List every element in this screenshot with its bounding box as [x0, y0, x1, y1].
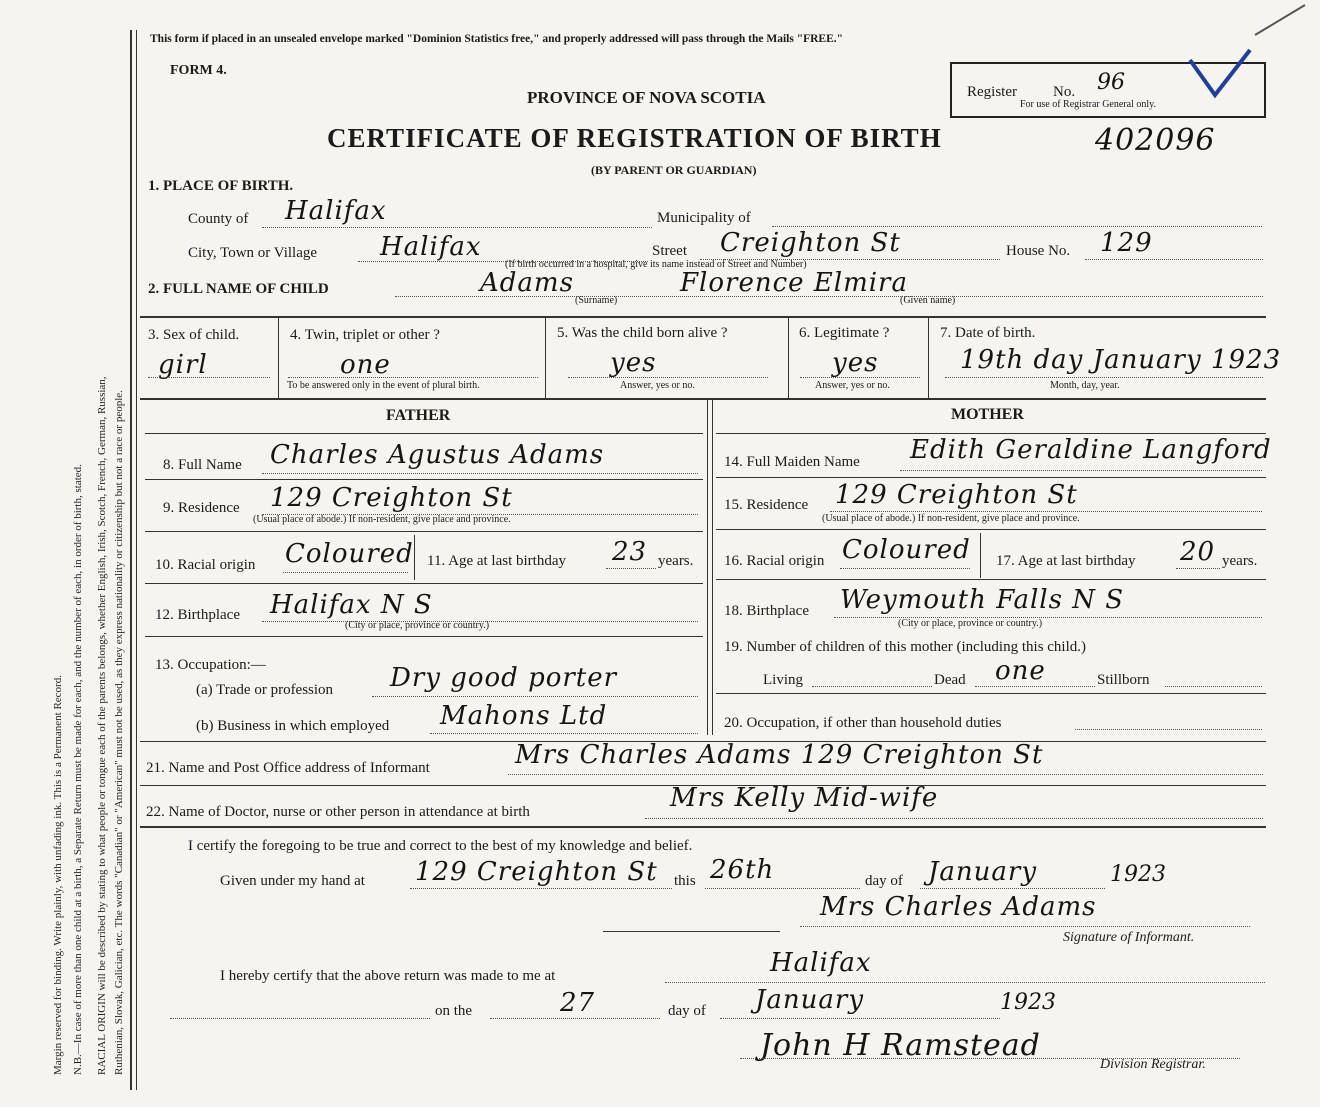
father-birthplace-value: Halifax N S — [270, 590, 433, 620]
father-residence-value: 129 Creighton St — [270, 483, 513, 513]
father-business-value: Mahons Ltd — [440, 701, 608, 731]
register-note: For use of Registrar General only. — [1020, 99, 1156, 110]
certify-statement: I certify the foregoing to be true and correct to the best of my knowledge and belief. — [188, 838, 693, 854]
place-heading: 1. PLACE OF BIRTH. — [148, 178, 294, 194]
registrar-month-value: January — [755, 985, 865, 1015]
hospital-note: (If birth occurred in a hospital, give its name instead of Street and Number) — [505, 259, 807, 270]
twin-label: 4. Twin, triplet or other ? — [290, 327, 440, 343]
binding-rule-inner — [136, 30, 137, 1090]
mother-living-label: Living — [763, 672, 803, 688]
city-value: Halifax — [380, 232, 482, 262]
street-label: Street — [652, 243, 687, 259]
margin-note-2: N.B.—In case of more than one child at a birth, a Separate Return must be made for each, and the number of each, in order of birth, stated. — [72, 464, 84, 1075]
mother-race-value: Coloured — [842, 535, 971, 565]
registrar-day-of-label: day of — [668, 1003, 706, 1019]
municipality-label: Municipality of — [657, 210, 751, 226]
mother-name-value: Edith Geraldine Langford — [910, 435, 1272, 465]
check-mark-icon — [1180, 0, 1310, 110]
child-surname-value: Adams — [480, 268, 574, 298]
mother-residence-label: 15. Residence — [724, 497, 809, 513]
certify-month-value: January — [928, 857, 1038, 887]
mother-age-label: 17. Age at last birthday — [996, 553, 1136, 569]
margin-note-1: Margin reserved for binding. Write plainly, with unfading ink. This is a Permanent Record. — [52, 675, 64, 1075]
register-no-value: 96 — [1097, 70, 1125, 95]
mother-birthplace-note: (City or place, province or country.) — [898, 618, 1043, 629]
father-age-unit: years. — [658, 553, 694, 569]
father-occupation-label: 13. Occupation:— — [155, 657, 266, 673]
father-trade-value: Dry good porter — [390, 663, 618, 693]
informant-signature: Mrs Charles Adams — [820, 892, 1097, 922]
mother-dead-value: one — [995, 656, 1046, 686]
registrar-day-value: 27 — [560, 988, 596, 1018]
registration-number: 402096 — [1095, 123, 1216, 158]
father-business-label: (b) Business in which employed — [196, 718, 390, 734]
mother-stillborn-label: Stillborn — [1097, 672, 1150, 688]
twin-note: To be answered only in the event of plural birth. — [287, 380, 480, 391]
margin-note-4: Ruthenian, Slovak, Galician, etc. The words "Canadian" or "American" must not be used, as they express nationality or citizenship but not a race or people. — [113, 390, 125, 1075]
certify-year-value: 1923 — [1110, 862, 1166, 887]
mother-birthplace-label: 18. Birthplace — [724, 603, 809, 619]
mother-occupation-label: 20. Occupation, if other than household duties — [724, 715, 1002, 731]
mail-note: This form if placed in an unsealed envelope marked "Dominion Statistics free," and properly addressed will pass through the Mails "FREE." — [150, 33, 844, 45]
given-under-label: Given under my hand at — [220, 873, 365, 889]
father-age-label: 11. Age at last birthday — [427, 553, 566, 569]
mother-name-label: 14. Full Maiden Name — [724, 454, 860, 470]
father-birthplace-note: (City or place, province or country.) — [345, 620, 490, 631]
registrar-signature: John H Ramstead — [760, 1028, 1041, 1063]
sex-label: 3. Sex of child. — [148, 327, 240, 343]
child-name-label: 2. FULL NAME OF CHILD — [148, 281, 329, 297]
province-heading: PROVINCE OF NOVA SCOTIA — [527, 88, 766, 107]
mother-race-label: 16. Racial origin — [724, 553, 825, 569]
informant-signature-label: Signature of Informant. — [1063, 930, 1195, 945]
father-name-label: 8. Full Name — [163, 457, 242, 473]
registrar-year-value: 1923 — [1000, 990, 1056, 1015]
legitimate-note: Answer, yes or no. — [815, 380, 890, 391]
dob-note: Month, day, year. — [1050, 380, 1120, 391]
house-label: House No. — [1006, 243, 1071, 259]
father-residence-note: (Usual place of abode.) If non-resident, give place and province. — [253, 514, 511, 525]
father-name-value: Charles Agustus Adams — [270, 440, 605, 470]
registrar-statement: I hereby certify that the above return was made to me at — [220, 968, 556, 984]
mother-residence-value: 129 Creighton St — [835, 480, 1078, 510]
surname-note: (Surname) — [575, 295, 618, 306]
twin-value: one — [340, 350, 391, 380]
given-note: (Given name) — [900, 295, 956, 306]
house-value: 129 — [1100, 228, 1153, 258]
father-race-label: 10. Racial origin — [155, 557, 256, 573]
father-heading: FATHER — [386, 407, 451, 424]
certify-day-value: 26th — [710, 855, 775, 885]
dob-label: 7. Date of birth. — [940, 325, 1036, 341]
mother-birthplace-value: Weymouth Falls N S — [840, 585, 1125, 615]
doctor-label: 22. Name of Doctor, nurse or other person in attendance at birth — [146, 804, 530, 820]
register-no-label: No. — [1053, 84, 1076, 100]
alive-label: 5. Was the child born alive ? — [557, 325, 728, 341]
doctor-value: Mrs Kelly Mid-wife — [670, 783, 939, 813]
registrar-signature-label: Division Registrar. — [1100, 1057, 1206, 1072]
mother-age-unit: years. — [1222, 553, 1258, 569]
certify-day-of-label: day of — [865, 873, 903, 889]
father-race-value: Coloured — [285, 539, 414, 569]
mother-children-label: 19. Number of children of this mother (including this child.) — [724, 639, 1087, 655]
registrar-on-the-label: on the — [435, 1003, 473, 1019]
register-label: Register — [967, 84, 1017, 100]
father-trade-label: (a) Trade or profession — [196, 682, 334, 698]
child-given-value: Florence Elmira — [680, 268, 908, 298]
margin-note-3: RACIAL ORIGIN will be described by stating to what people or tongue each of the parents belongs, whether English, Irish, Scotch, French, German, Russian, — [96, 376, 108, 1075]
mother-heading: MOTHER — [951, 406, 1024, 423]
alive-value: yes — [610, 348, 657, 378]
mother-age-value: 20 — [1180, 537, 1216, 567]
dob-value: 19th day January 1923 — [960, 345, 1282, 375]
father-birthplace-label: 12. Birthplace — [155, 607, 240, 623]
registrar-place-value: Halifax — [770, 948, 872, 978]
this-label: this — [674, 873, 696, 889]
legitimate-label: 6. Legitimate ? — [799, 325, 890, 341]
alive-note: Answer, yes or no. — [620, 380, 695, 391]
form-number: FORM 4. — [170, 63, 227, 78]
city-label: City, Town or Village — [188, 245, 318, 261]
county-value: Halifax — [285, 196, 387, 226]
street-value: Creighton St — [720, 228, 901, 258]
binding-rule — [130, 30, 132, 1090]
certificate-subtitle: (BY PARENT OR GUARDIAN) — [591, 163, 757, 177]
certificate-title: CERTIFICATE OF REGISTRATION OF BIRTH — [327, 123, 942, 153]
informant-label: 21. Name and Post Office address of Informant — [146, 760, 430, 776]
informant-value: Mrs Charles Adams 129 Creighton St — [515, 740, 1044, 770]
father-age-value: 23 — [612, 537, 648, 567]
county-label: County of — [188, 211, 249, 227]
mother-dead-label: Dead — [934, 672, 966, 688]
sex-value: girl — [158, 350, 208, 380]
given-place-value: 129 Creighton St — [415, 857, 658, 887]
father-residence-label: 9. Residence — [163, 500, 240, 516]
mother-residence-note: (Usual place of abode.) If non-resident, give place and province. — [822, 513, 1080, 524]
legitimate-value: yes — [832, 348, 879, 378]
